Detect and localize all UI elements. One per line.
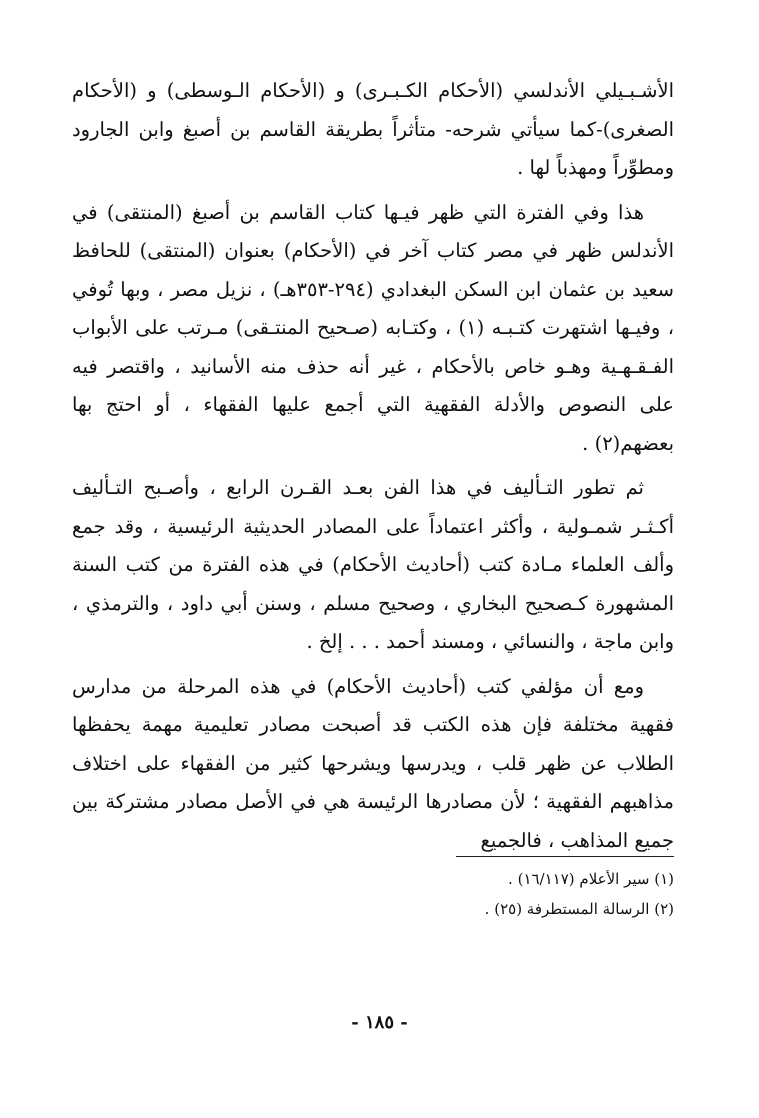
footnote-1: (١) سير الأعلام (١٦/١١٧) . [508, 870, 674, 888]
page-number: - ١٨٥ - [351, 1012, 408, 1033]
paragraph-3: ثم تطور التـأليف في هذا الفن بعـد القـرن الرابع ، وأصـبح التـأليف أكـثـر شمـولية ، وأكثر اعتماداً على المصادر الحديثية الرئيسية ، وقد جمع وألف العلماء مـادة كتب (أحاديث الأحكام) في هذه الفترة من كتب السنة المشهورة كـصحيح البخاري ، وصحيح مسلم ، وسنن أبي داود ، والترمذي ، وابن ماجة ، والنسائي ، ومسند أحمد . . . إلخ . [72, 476, 674, 653]
footnotes [300, 864, 674, 924]
paragraph-2: هذا وفي الفترة التي ظهر فيـها كتاب القاسم بن أصبغ (المنتقى) في الأندلس ظهر في مصر كتاب آخر في (الأحكام) بعنوان (المنتقى) للحافظ سعيد بن عثمان ابن السكن البغدادي (٢٩٤-٣٥٣هـ) ، نزيل مصر ، وبها تُوفي ، وفيـها اشتهرت كتـبـه (١) ، وكتـابه (صـحيح المنتـقى) مـرتب على الأبواب الفـقـهـية وهـو خاص بالأحكام ، غير أنه حذف منه الأسانيد ، واقتصر فيه على النصوص والأدلة الفقهية التي أجمع عليها الفقهاء ، أو احتج بها بعضهم(٢) . [72, 200, 675, 455]
footnote-separator [456, 856, 674, 857]
paragraph-1: الأشـبـيلي الأندلسي (الأحكام الكـبـرى) و (الأحكام الـوسطى) و (الأحكام الصغرى)-كما سيأتي شرحه- متأثراً بطريقة القاسم بن أصبغ وابن الجارود ومطوِّراً ومهذباً لها . [72, 79, 674, 179]
paragraph-4: ومع أن مؤلفي كتب (أحاديث الأحكام) في هذه المرحلة من مدارس فقهية مختلفة فإن هذه الكتب قد أصبحت مصادر تعليمية مهمة يحفظها الطلاب عن ظهر قلب ، ويدرسها ويشرحها كثير من الفقهاء على اختلاف مذاهبهم الفقهية ؛ لأن مصادرها الرئيسة هي في الأصل مصادر مشتركة بين جميع المذاهب ، فالجميع [72, 674, 674, 852]
main-text [72, 72, 674, 866]
footnote-2: (٢) الرسالة المستطرفة (٢٥) . [484, 900, 674, 918]
